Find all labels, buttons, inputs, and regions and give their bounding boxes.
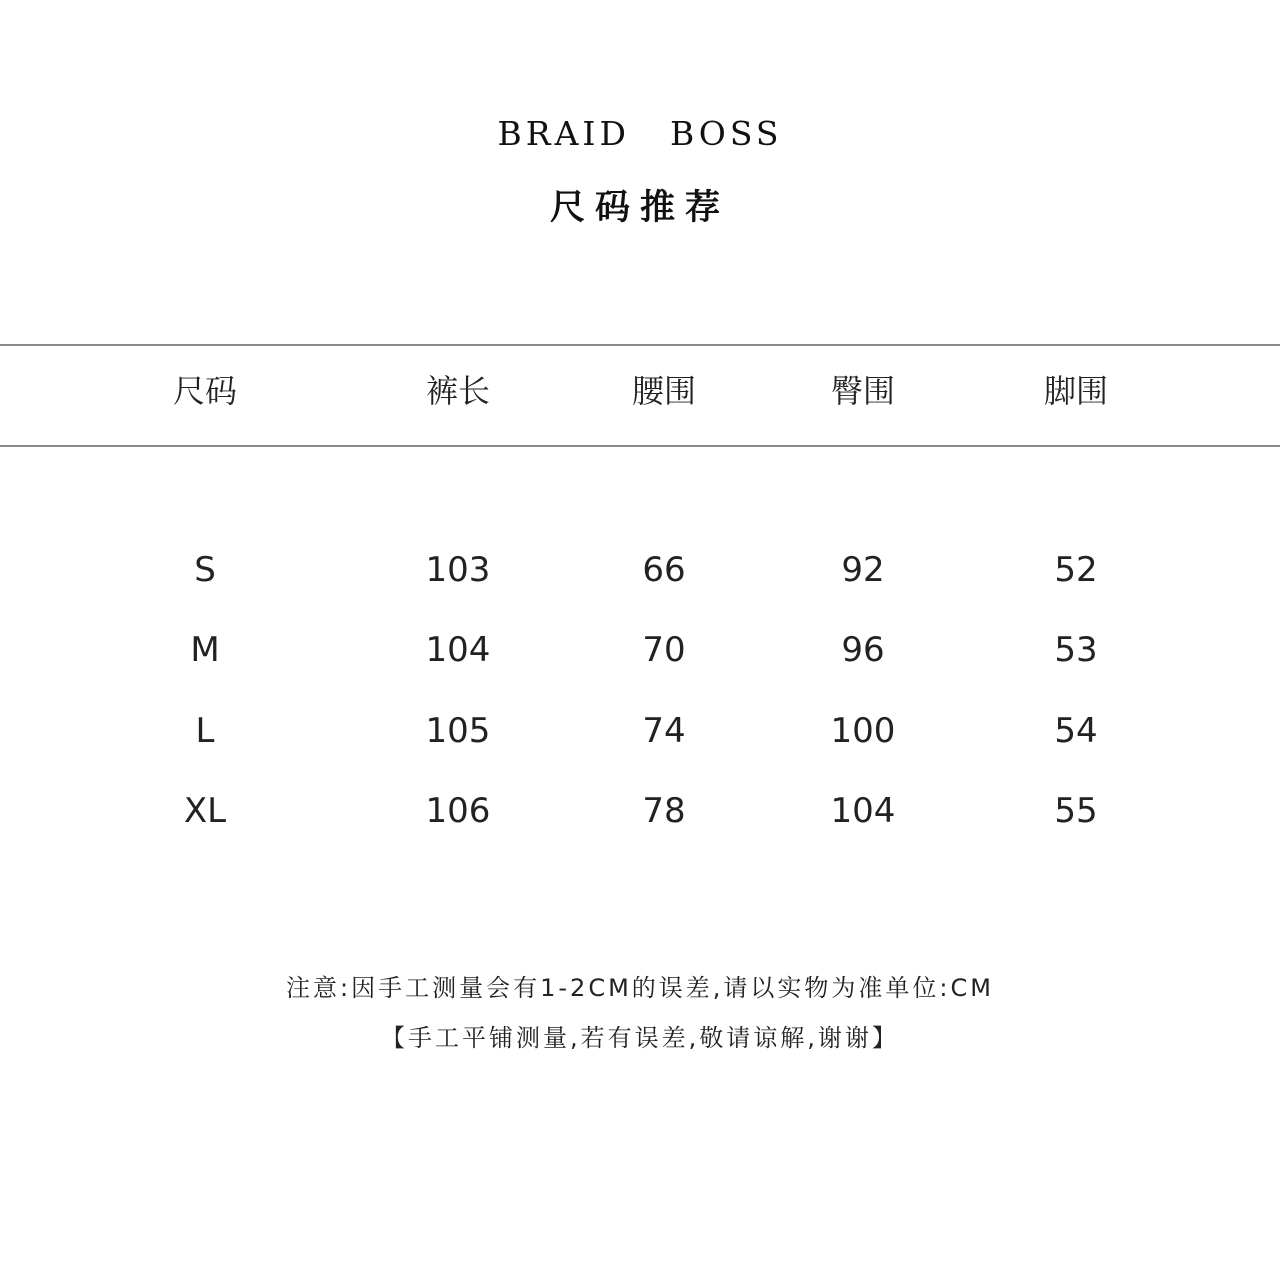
table-cell: L [195,711,215,751]
table-cell: 105 [425,711,491,751]
table-cell: 92 [841,550,885,590]
table-cell: 70 [642,630,686,670]
table-cell: 78 [642,791,686,831]
table-cell: 74 [642,711,686,751]
table-cell: 54 [1054,711,1098,751]
table-cell: 106 [425,791,491,831]
table-cell: S [194,550,216,590]
table-cell: 53 [1054,630,1098,670]
brand-word-1: BRAID [497,114,630,153]
header-leg-opening: 脚围 [1043,372,1108,410]
table-cell: 103 [425,550,491,590]
table-header-divider [0,445,1280,447]
table-cell: 52 [1054,550,1098,590]
header-pants-length: 裤长 [425,372,490,410]
table-cell: 100 [830,711,896,751]
table-cell: 104 [425,630,491,670]
table-top-divider [0,344,1280,346]
page-subtitle: 尺码推荐 [549,188,730,228]
header-size: 尺码 [172,372,237,410]
brand-word-2: BOSS [669,114,783,153]
brand-title [0,114,1280,153]
table-cell: 96 [841,630,885,670]
table-cell: M [190,630,220,670]
header-hip: 臀围 [830,372,895,410]
table-cell: XL [183,791,227,831]
table-cell: 55 [1054,791,1098,831]
measurement-note: 注意:因手工测量会有1-2CM的误差,请以实物为准单位:CM [286,974,994,1002]
table-cell: 104 [830,791,896,831]
measurement-disclaimer: 【手工平铺测量,若有误差,敬请谅解,谢谢】 [381,1024,899,1052]
table-cell: 66 [642,550,686,590]
header-waist: 腰围 [631,372,696,410]
